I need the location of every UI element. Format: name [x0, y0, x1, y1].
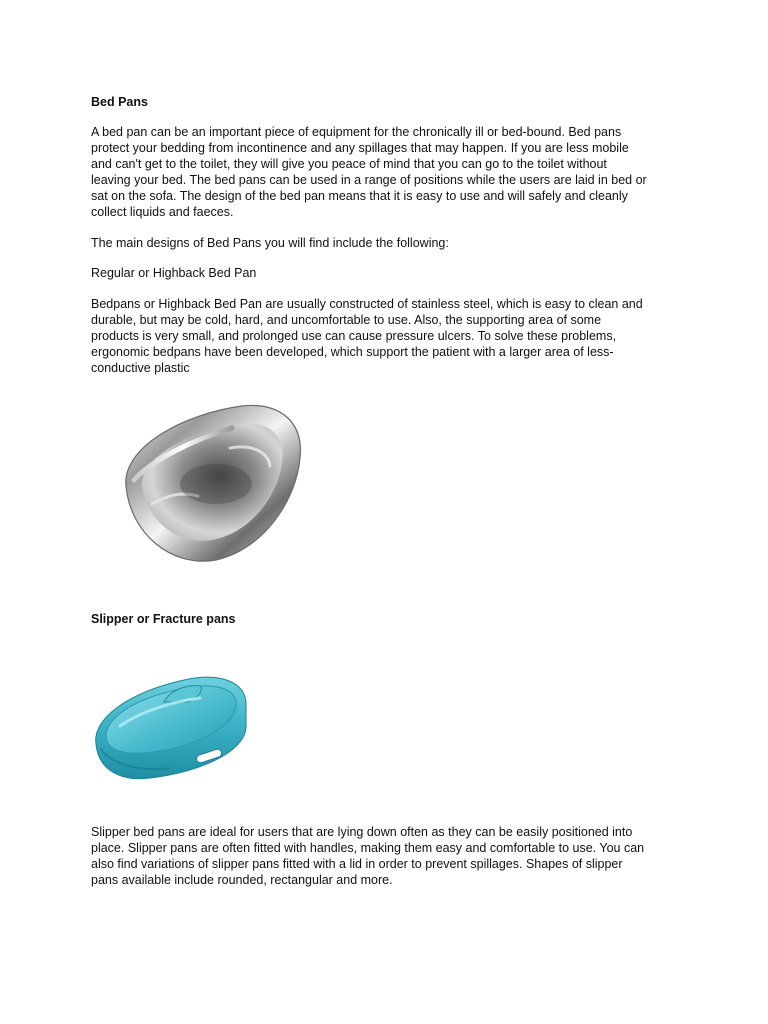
slipper-line: also find variations of slipper pans fitted with a lid in order to prevent spillages. Shapes of slipper: [91, 857, 623, 871]
stainless-steel-bedpan-image: [112, 400, 308, 572]
intro-line: A bed pan can be an important piece of equipment for the chronically ill or bed-bound. Bed pans: [91, 125, 622, 139]
regular-description-paragraph: [91, 296, 691, 376]
regular-line: conductive plastic: [91, 361, 190, 375]
intro-line: leaving your bed. The bed pans can be used in a range of positions while the users are laid in bed or: [91, 173, 647, 187]
intro-line: collect liquids and faeces.: [91, 205, 234, 219]
designs-intro-text: The main designs of Bed Pans you will find include the following:: [91, 236, 449, 250]
intro-paragraph: [91, 124, 691, 220]
slipper-line: Slipper bed pans are ideal for users that are lying down often as they can be easily positioned into: [91, 825, 633, 839]
intro-line: sat on the sofa. The design of the bed pan means that it is easy to use and will safely and cleanly: [91, 189, 628, 203]
regular-line: Bedpans or Highback Bed Pan are usually constructed of stainless steel, which is easy to clean and: [91, 297, 643, 311]
regular-line: durable, but may be cold, hard, and uncomfortable to use. Also, the supporting area of some: [91, 313, 602, 327]
intro-line: protect your bedding from incontinence and any spillages that may happen. If you are less mobile: [91, 141, 629, 155]
regular-highback-title: Regular or Highback Bed Pan: [91, 266, 257, 280]
slipper-line: pans available include rounded, rectangular and more.: [91, 873, 393, 887]
regular-line: products is very small, and prolonged use can cause pressure ulcers. To solve these problems,: [91, 329, 617, 343]
intro-line: and can't get to the toilet, they will give you peace of mind that you can go to the toilet without: [91, 157, 607, 171]
slipper-pan-image: [90, 640, 250, 804]
regular-line: ergonomic bedpans have been developed, which support the patient with a larger area of less-: [91, 345, 614, 359]
slipper-line: place. Slipper pans are often fitted with handles, making them easy and comfortable to use. You can: [91, 841, 645, 855]
slipper-description-paragraph: [91, 824, 691, 888]
heading-bed-pans: Bed Pans: [91, 95, 148, 109]
heading-slipper-fracture-pans: Slipper or Fracture pans: [91, 612, 236, 626]
